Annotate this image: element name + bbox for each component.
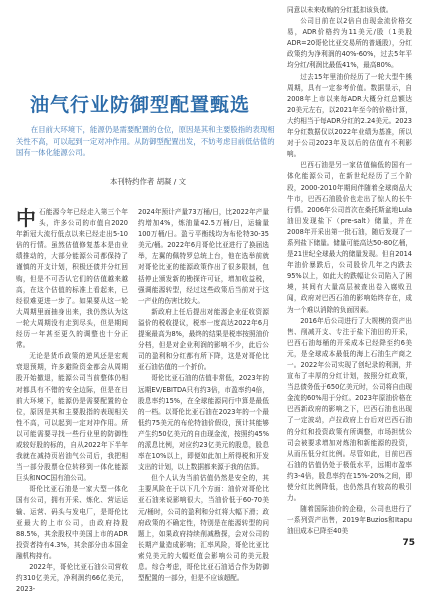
article-abstract: 在目前大环境下，能源仍是需要配置的仓位，原因是其和主要股指的表现相关性不高，可以起到一定对冲作用。从防御型配置出发，不妨考虑目前低估值的国有一体化能源公司。	[16, 125, 275, 158]
paragraph: 同意以未来收购的分红抵扣该负债。	[287, 6, 393, 14]
paragraph: 但个人认为当前估值仍然是安全的，其主要风险在于以下几个方面：油价对哥伦比亚石油来说影响很大，当油价低于60-70美元/桶时，公司的盈利和分红将大幅下滑；政府政策的不确定性，特别是在能源转型的问题上，如果政府持续削减勘探，会对公司的长期产量造成影响；汇率风险，哥伦比亚比索兑美元的大幅贬值会影响公司的美元股息。综合考虑，哥伦比亚石油适合作为防御型配置的一部分，但是不应该超配。	[138, 474, 269, 583]
body-column-1	[16, 206, 128, 594]
paragraph: 随着国际油价的企稳，公司也进行了一系列资产出售，2019年Buzios和Itapu油田成本已降至40美	[287, 505, 412, 536]
paragraph: 新政府上任后提出对能源企业征收资源溢价的税收提议，税率一度高达2022年6月提案最高为8%，最终的结果是税率按照油价分档，但是对企业利润的影响不少，此后公司的盈利和分红都有所下降，这是对哥伦比亚石油估值的一个折价。	[138, 307, 269, 372]
paragraph: 无论是货币政策的逆风还是宏观衰退预期，许多避险资金都会从周期股开始撤退，能源公司当前整体仍相对都具有不错的安全边际，但是在目前大环境下，能源仍是需要配置的仓位，原因是其和主要股指的表现相关性不高，可以起到一定对冲作用。所以可能需要寻找一些行业里的防御性或较好股的标的，自从2022年下半年我就在减持页岩油气公司后，我把相当一部分股票仓位转移到一体化能源巨头和NOC国有油公司。	[16, 352, 128, 483]
article-byline: 本刊特约作者 胡凝 / 文	[109, 177, 187, 186]
body-column-2	[138, 207, 269, 583]
paragraph: 哥伦比亚石油的估值非常低，2023年的远期EV/EBITDA只有约3倍，市盈率约4倍，股息率约15%，在全球能源同行中算是最低的一档。以哥伦比亚石油在2023年的一个最低约75美元的布伦特油价假设，预计其能够产生约50亿美元的自由现金流，按照约45%的派息比例，对应约23亿美元的股息，股息率在10%以上，即便如此加上所得税和开发支出的计划，以上数据都来源于我的估算。	[138, 374, 269, 472]
paragraph: 巴西石油是另一家估值偏低的国有一体化能源公司，在新世纪经历了三个阶段，2000-2010年期间伴随着全球商品大牛市，巴西石油股价也走出了惊人的长牛行情。2006年公司首次在桑托斯盆地Lula油田发现盐下（pre-salt）储量，并在2008年开采出第一批石油，随后发现了一系列盐下储量。储量可能高达50-80亿桶，是21世纪全球最大的储量发现。但自2014年油价暴跌后，公司股价几年之内跌去95%以上，如此大的跌幅让公司陷入了困境，其间有大量高层被查出卷入腐败丑闻，政府对巴西石油的影响始终存在，成为一个难以消除的负面因素。	[287, 161, 412, 314]
paragraph: 公司目前在以2倍自由现金流价格交易，ADR价格约为11美元/股（1美股ADR=20哥伦比亚交易所的普通股），分红政策约为净利润的40%-60%，过去5年平均分红/利润比最低41%，最高80%。	[287, 17, 412, 70]
first-paragraph	[16, 207, 128, 351]
first-paragraph-text: 石能源今年已经走入第三个年头，许多公司的市值自2020年新冠大流行低点以来已经走出5-10倍的行情。虽然估值修复基本是由业绩推动的，大部分能源公司都保持了谨慎的开支计划，积极还债并分红回购，但是不可否认它们的估值越来越高，在这个估值的标准上看起来，已经很难更进一步了。如果要从这一轮大周期里面抽身出来，我仍然认为这一轮大周期没有走到尽头，但是期间经历一年甚至更久的调整也十分正常。	[16, 208, 128, 350]
page-number: 75	[402, 538, 415, 548]
paragraph: 2024年预计产量73万桶/日，比2022年产量约增加4%，炼油量42.5万桶/日，运输量100万桶/日。盈亏平衡线均为布伦特30-35美元/桶。2022年6月哥伦比亚进行了换届选举，左翼的佩特罗总统上台，他在选举前就对哥伦比亚的能源政策作出了很多限制，包括停止颁发新的勘探许可证，增加收益税，强调能源转型，经过这些政策后当前对于这一产业的伤害比较大。	[138, 208, 269, 305]
paragraph: 2022年，哥伦比亚石油公司营收约310亿美元，净利润约66亿美元，2023-	[16, 563, 128, 594]
paragraph: 哥伦比亚石油是一家大型一体化国有公司，拥有开采、炼化、营运运输、运营、码头与发电厂，是哥伦比亚最大的上市公司，由政府持股88.5%，其余股权中美国上市的ADR投资者持有4.3%，其余部分由本国金融机构持有。	[16, 485, 128, 560]
body-column-3	[287, 5, 412, 538]
paragraph: 过去15年里油价经历了一轮大型牛熊周期，具有一定参考价值。数据显示，自2008年上市以来每ADR大概分红总额达20美元左右，以2021年至今的价格计算，大约相当于每ADR分红的2.24美元。2023年分红数据仅以2022年业绩为基准，所以对于公司2023年及以后的估值有不利影响。	[287, 72, 412, 159]
article-title: 油气行业防御型配置甄选	[29, 94, 250, 116]
drop-cap: 中	[16, 206, 36, 230]
paragraph: 2016年后公司进行了大规模的资产出售、削减开支、专注于盐下油田的开采，巴西石油每桶的开采成本已经降至约6美元，是全球成本最低的海上石油生产商之一。2022年公司实现了创纪录的利润，并宣布了丰厚的分红计划，按照分红政策，当总债务低于650亿美元时，公司将自由现金流的60%用于分红。2023年原油价格在巴西新政府的影响之下，巴西石油也出现了一定波动，卢拉政府上台后对巴西石油的分红和投资政策有所调整，市场担忧公司会被要求增加对炼油和新能源的投资，从而压低分红比例。尽管如此，目前巴西石油的估值仍处于极低水平，远期市盈率约3-4倍，股息率约在15%-20%之间，即使分红比例降低，也仍然具有较高的吸引力。	[287, 316, 412, 503]
